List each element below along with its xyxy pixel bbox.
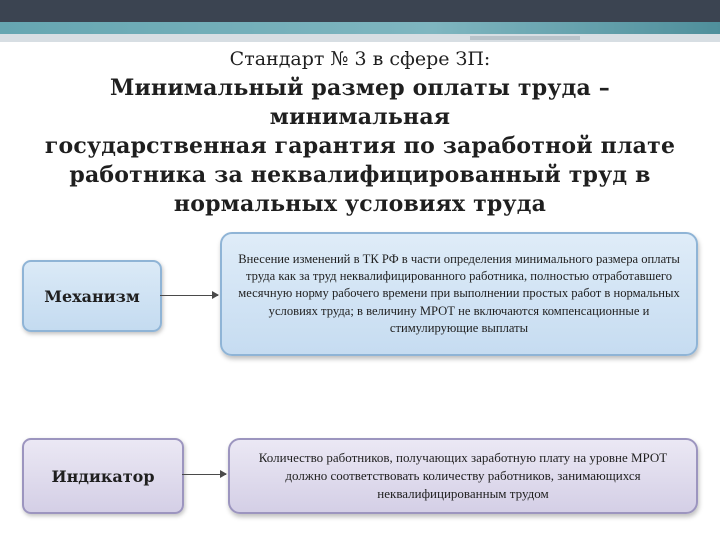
indicator-description: Количество работников, получающих заработную плату на уровне МРОТ должно соответствовать количеству работников, занимающихся неквалифицированным трудом — [258, 450, 668, 501]
header-teal-band — [0, 22, 720, 34]
mechanism-description-box — [220, 232, 698, 356]
header-dark-band — [0, 0, 720, 22]
header-highlight — [470, 36, 580, 40]
indicator-description-box — [228, 438, 698, 514]
indicator-label: Индикатор — [51, 466, 155, 486]
title-subtitle: Стандарт № 3 в сфере ЗП: — [229, 48, 491, 70]
title-line: Минимальный размер оплаты труда – минимальная — [109, 75, 611, 130]
mechanism-arrow — [160, 295, 218, 296]
title-line: государственная гарантия по заработной плате — [44, 133, 676, 159]
indicator-arrow — [182, 474, 226, 475]
title-main — [20, 74, 700, 219]
title-line: работника за неквалифицированный труд в — [69, 162, 651, 188]
header-light-band — [0, 34, 720, 42]
slide-title — [20, 46, 700, 219]
indicator-label-box — [22, 438, 184, 514]
mechanism-description: Внесение изменений в ТК РФ в части определения минимального размера оплаты труда как за труд неквалифицированного работника, полностью отработавшего месячную норму рабочего времени при выполнении простых работ в нормальных условиях труда; в величину МРОТ не включаются компенсационные и стимулирующие выплаты — [238, 251, 680, 335]
mechanism-label: Механизм — [44, 286, 140, 306]
mechanism-label-box — [22, 260, 162, 332]
title-line: нормальных условиях труда — [173, 191, 547, 217]
